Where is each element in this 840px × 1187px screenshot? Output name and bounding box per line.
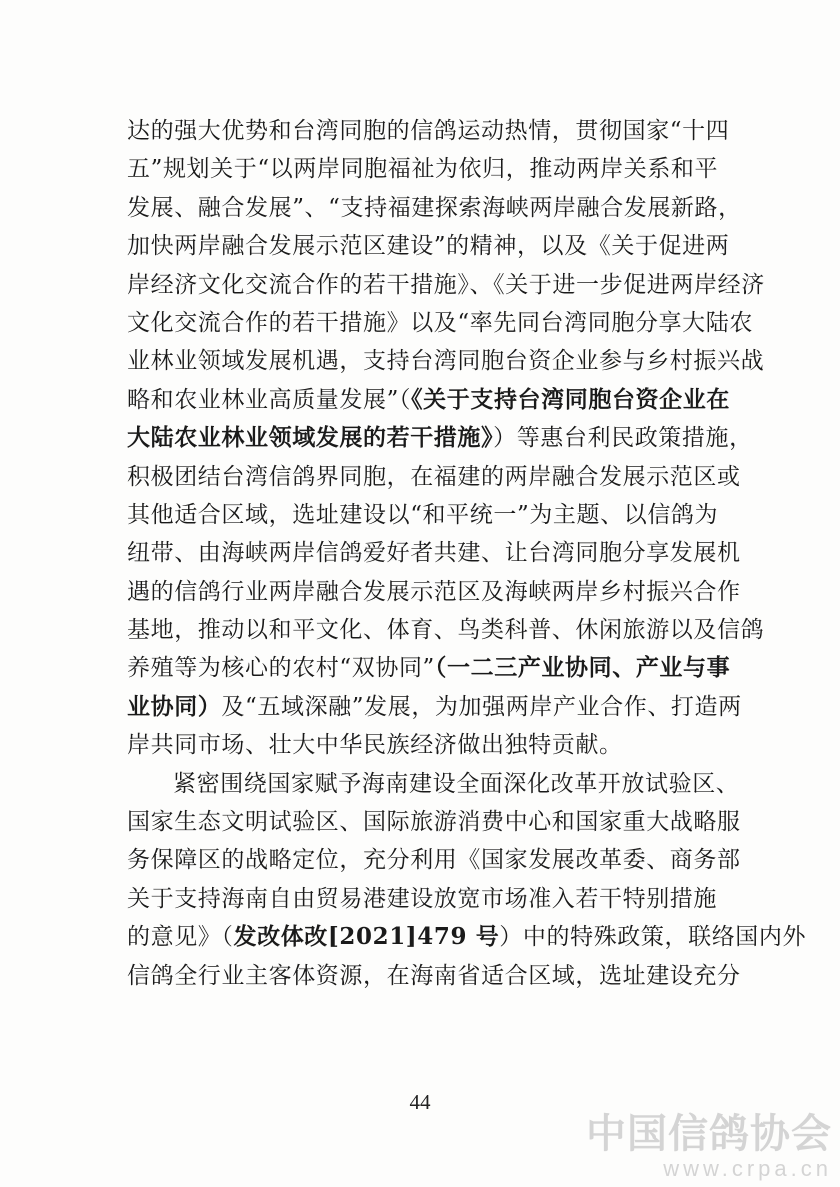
text-segment: 五”规划关于“以两岸同胞福祉为依归，推动两岸关系和平 [127, 156, 719, 183]
text-segment: 岸共同市场、壮大中华民族经济做出独特贡献。 [127, 732, 623, 759]
text-segment: 的意见》（ [127, 924, 234, 951]
text-line [127, 381, 730, 419]
text-segment: 基地，推动以和平文化、体育、鸟类科普、休闲旅游以及信鸽 [127, 617, 765, 644]
text-line [127, 342, 765, 380]
text-line [127, 419, 753, 457]
text-line [127, 765, 740, 803]
text-segment: 遇的信鸽行业两岸融合发展示范区及海峡两岸乡村振兴合作 [127, 578, 741, 605]
text-line [127, 534, 741, 572]
bold-text-segment: 《关于支持台湾同胞台资企业在 [411, 385, 730, 413]
text-line [127, 266, 765, 304]
text-line [127, 496, 719, 534]
text-segment: 紧密围绕国家赋予海南建设全面深化改革开放试验区、 [173, 770, 740, 797]
text-line [127, 458, 741, 496]
text-segment: 业林业领域发展机遇，支持台湾同胞台资企业参与乡村振兴战 [127, 348, 765, 375]
text-line [127, 688, 742, 726]
text-segment: 国家生态文明试验区、国际旅游消费中心和国家重大战略服 [127, 809, 741, 836]
text-segment: 及“五域深融”发展，为加强两岸产业合作、打造两 [221, 693, 742, 720]
text-line [127, 611, 765, 649]
paragraph-2 [127, 765, 807, 995]
text-segment: 发展、融合发展”、“支持福建探索海峡两岸融合发展新路， [127, 194, 742, 221]
text-segment: 务保障区的战略定位，充分利用《国家发展改革委、商务部 [127, 847, 741, 874]
text-segment: 信鸽全行业主客体资源，在海南省适合区域，选址建设充分 [127, 962, 741, 989]
bold-text-segment: （一二三产业协同、产业与事 [434, 654, 731, 682]
text-segment: 纽带、由海峡两岸信鸽爱好者共建、让台湾同胞分享发展机 [127, 540, 741, 567]
page-number: 44 [409, 1090, 431, 1114]
text-line [127, 112, 730, 150]
bold-text-segment: 发改体改[2021]479 号 [233, 923, 500, 951]
text-line [127, 573, 741, 611]
text-line [127, 304, 753, 342]
document-body [127, 112, 807, 995]
text-line [127, 803, 741, 841]
text-line [127, 880, 715, 918]
text-line [127, 957, 741, 995]
text-line [127, 726, 715, 764]
text-segment: 加快两岸融合发展示范区建设”的精神，以及《关于促进两 [127, 233, 730, 260]
bold-text-segment: 大陆农业林业领域发展的若干措施》 [127, 424, 494, 452]
text-segment: 养殖等为核心的农村“双协同” [127, 655, 435, 682]
text-line [127, 227, 730, 265]
text-segment: 达的强大优势和台湾同胞的信鸽运动热情，贯彻国家“十四 [127, 118, 730, 144]
watermark-url: www.crpa.cn [663, 1156, 832, 1181]
text-segment: 略和农业林业高质量发展”（ [127, 386, 412, 413]
text-line [127, 150, 719, 188]
text-segment: 岸经济文化交流合作的若干措施》、《关于进一步促进两岸经济 [127, 271, 765, 298]
text-segment: 文化交流合作的若干措施》以及“率先同台湾同胞分享大陆农 [127, 309, 753, 336]
text-line [127, 841, 741, 879]
text-segment: 其他适合区域，选址建设以“和平统一”为主题、以信鸽为 [127, 501, 719, 528]
text-line [127, 649, 731, 687]
text-segment: 积极团结台湾信鸽界同胞，在福建的两岸融合发展示范区或 [127, 463, 741, 490]
site-watermark [572, 1112, 832, 1182]
text-line [127, 189, 742, 227]
bold-text-segment: 业协同） [127, 692, 222, 720]
text-line [127, 918, 807, 956]
text-segment: ）中的特殊政策，联络国内外 [499, 924, 807, 951]
text-segment: ）等惠台利民政策措施， [493, 425, 753, 452]
paragraph-1 [127, 112, 765, 765]
text-segment: 关于支持海南自由贸易港建设放宽市场准入若干特别措施 [127, 885, 717, 912]
watermark-title: 中国信鸽协会 [586, 1111, 832, 1157]
